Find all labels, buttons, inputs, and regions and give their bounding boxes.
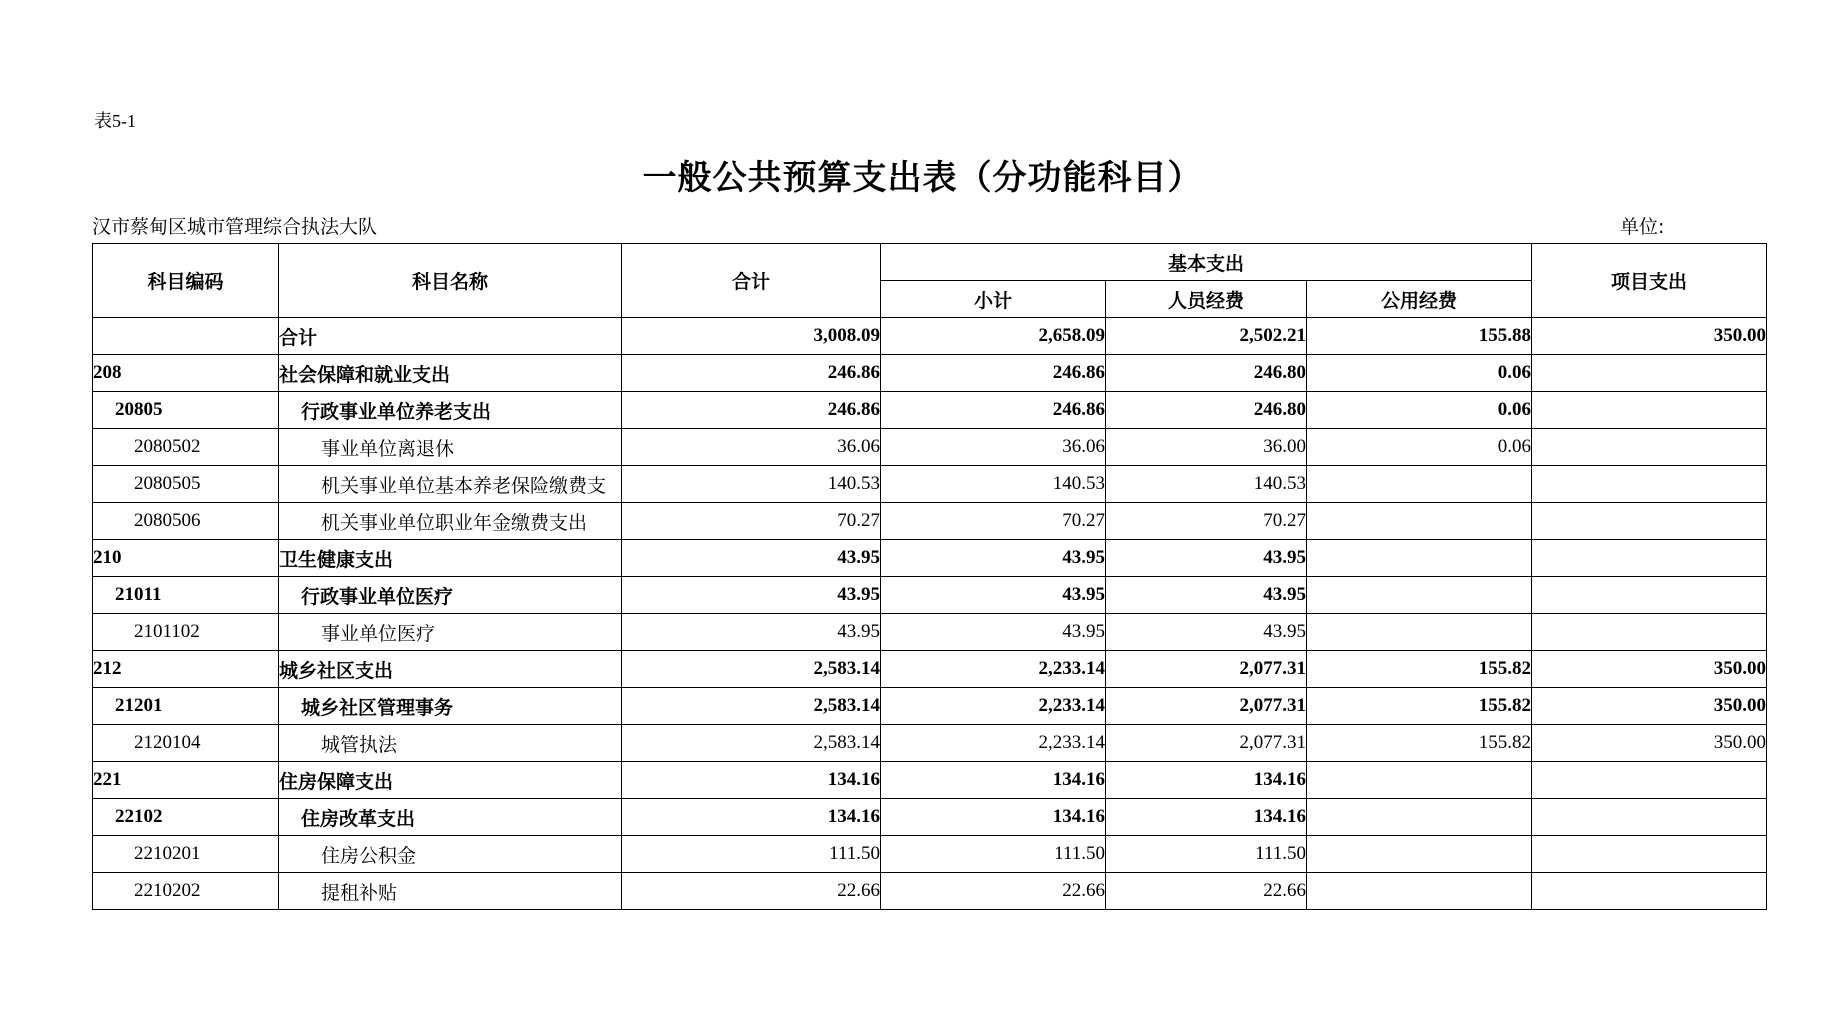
cell-public: 0.06 [1307, 355, 1532, 392]
organization-name: 汉市蔡甸区城市管理综合执法大队 [92, 216, 378, 238]
cell-subtotal: 2,233.14 [881, 725, 1106, 762]
budget-table [92, 243, 1767, 910]
cell-total: 43.95 [622, 540, 881, 577]
cell-name: 合计 [279, 318, 622, 355]
cell-project [1532, 392, 1767, 429]
cell-project [1532, 355, 1767, 392]
cell-code: 212 [93, 651, 279, 688]
cell-total: 43.95 [622, 614, 881, 651]
table-row [93, 651, 1767, 688]
cell-personnel: 43.95 [1106, 614, 1307, 651]
cell-personnel: 2,077.31 [1106, 651, 1307, 688]
cell-subtotal: 2,233.14 [881, 688, 1106, 725]
cell-name: 行政事业单位养老支出 [279, 392, 622, 429]
cell-public: 155.88 [1307, 318, 1532, 355]
cell-personnel: 2,077.31 [1106, 688, 1307, 725]
unit-label: 单位: [1620, 216, 1665, 238]
cell-subtotal: 2,658.09 [881, 318, 1106, 355]
cell-name: 住房保障支出 [279, 762, 622, 799]
cell-code: 2210202 [93, 873, 279, 910]
cell-total: 246.86 [622, 355, 881, 392]
cell-public: 155.82 [1307, 651, 1532, 688]
cell-code: 2080502 [93, 429, 279, 466]
cell-project: 350.00 [1532, 688, 1767, 725]
cell-personnel: 134.16 [1106, 762, 1307, 799]
cell-subtotal: 140.53 [881, 466, 1106, 503]
table-row [93, 466, 1767, 503]
table-row [93, 762, 1767, 799]
cell-project [1532, 762, 1767, 799]
cell-subtotal: 134.16 [881, 799, 1106, 836]
cell-code: 2101102 [93, 614, 279, 651]
cell-code: 2120104 [93, 725, 279, 762]
cell-personnel: 2,077.31 [1106, 725, 1307, 762]
cell-personnel: 111.50 [1106, 836, 1307, 873]
table-row [93, 836, 1767, 873]
cell-code [93, 318, 279, 355]
table-row [93, 688, 1767, 725]
table-row [93, 614, 1767, 651]
cell-public [1307, 466, 1532, 503]
cell-public: 155.82 [1307, 688, 1532, 725]
cell-personnel: 134.16 [1106, 799, 1307, 836]
cell-personnel: 140.53 [1106, 466, 1307, 503]
cell-subtotal: 246.86 [881, 355, 1106, 392]
cell-project [1532, 836, 1767, 873]
header-subtotal: 小计 [881, 281, 1106, 318]
cell-subtotal: 2,233.14 [881, 651, 1106, 688]
cell-total: 22.66 [622, 873, 881, 910]
cell-project [1532, 429, 1767, 466]
table-row [93, 799, 1767, 836]
cell-total: 2,583.14 [622, 688, 881, 725]
cell-code: 2210201 [93, 836, 279, 873]
cell-project: 350.00 [1532, 725, 1767, 762]
cell-code: 21201 [93, 688, 279, 725]
cell-name: 社会保障和就业支出 [279, 355, 622, 392]
cell-total: 140.53 [622, 466, 881, 503]
cell-name: 住房改革支出 [279, 799, 622, 836]
cell-subtotal: 43.95 [881, 577, 1106, 614]
table-row [93, 355, 1767, 392]
table-row [93, 577, 1767, 614]
cell-name: 行政事业单位医疗 [279, 577, 622, 614]
cell-code: 21011 [93, 577, 279, 614]
cell-public [1307, 836, 1532, 873]
cell-subtotal: 36.06 [881, 429, 1106, 466]
cell-public [1307, 799, 1532, 836]
cell-total: 43.95 [622, 577, 881, 614]
cell-subtotal: 43.95 [881, 614, 1106, 651]
cell-public [1307, 614, 1532, 651]
cell-code: 20805 [93, 392, 279, 429]
table-row [93, 392, 1767, 429]
cell-public: 0.06 [1307, 429, 1532, 466]
cell-name: 机关事业单位基本养老保险缴费支 [279, 466, 622, 503]
cell-name: 住房公积金 [279, 836, 622, 873]
cell-public: 155.82 [1307, 725, 1532, 762]
cell-project [1532, 799, 1767, 836]
cell-name: 城乡社区支出 [279, 651, 622, 688]
cell-public [1307, 503, 1532, 540]
cell-subtotal: 70.27 [881, 503, 1106, 540]
cell-personnel: 43.95 [1106, 540, 1307, 577]
table-row [93, 873, 1767, 910]
header-name: 科目名称 [279, 244, 622, 318]
cell-project [1532, 540, 1767, 577]
cell-project [1532, 503, 1767, 540]
cell-public: 0.06 [1307, 392, 1532, 429]
cell-public [1307, 873, 1532, 910]
cell-total: 134.16 [622, 762, 881, 799]
cell-total: 2,583.14 [622, 725, 881, 762]
cell-personnel: 246.80 [1106, 392, 1307, 429]
cell-personnel: 36.00 [1106, 429, 1307, 466]
cell-personnel: 70.27 [1106, 503, 1307, 540]
cell-total: 2,583.14 [622, 651, 881, 688]
cell-code: 22102 [93, 799, 279, 836]
header-project: 项目支出 [1532, 244, 1767, 318]
cell-subtotal: 43.95 [881, 540, 1106, 577]
cell-personnel: 43.95 [1106, 577, 1307, 614]
cell-subtotal: 246.86 [881, 392, 1106, 429]
cell-project: 350.00 [1532, 318, 1767, 355]
cell-name: 机关事业单位职业年金缴费支出 [279, 503, 622, 540]
header-total: 合计 [622, 244, 881, 318]
cell-public [1307, 577, 1532, 614]
cell-code: 221 [93, 762, 279, 799]
cell-code: 2080506 [93, 503, 279, 540]
cell-project [1532, 466, 1767, 503]
table-row [93, 503, 1767, 540]
cell-code: 208 [93, 355, 279, 392]
cell-subtotal: 22.66 [881, 873, 1106, 910]
table-row [93, 540, 1767, 577]
cell-personnel: 22.66 [1106, 873, 1307, 910]
table-row [93, 318, 1767, 355]
page-title: 一般公共预算支出表（分功能科目） [642, 158, 1203, 198]
table-number: 表5-1 [94, 111, 136, 131]
cell-public [1307, 540, 1532, 577]
cell-project [1532, 614, 1767, 651]
cell-public [1307, 762, 1532, 799]
table-row [93, 429, 1767, 466]
cell-subtotal: 111.50 [881, 836, 1106, 873]
cell-subtotal: 134.16 [881, 762, 1106, 799]
header-code: 科目编码 [93, 244, 279, 318]
cell-name: 城乡社区管理事务 [279, 688, 622, 725]
cell-name: 城管执法 [279, 725, 622, 762]
cell-total: 36.06 [622, 429, 881, 466]
header-basic: 基本支出 [881, 244, 1532, 281]
table-row [93, 725, 1767, 762]
cell-name: 事业单位医疗 [279, 614, 622, 651]
cell-project [1532, 577, 1767, 614]
cell-total: 111.50 [622, 836, 881, 873]
cell-personnel: 246.80 [1106, 355, 1307, 392]
cell-total: 3,008.09 [622, 318, 881, 355]
cell-code: 2080505 [93, 466, 279, 503]
cell-code: 210 [93, 540, 279, 577]
header-personnel: 人员经费 [1106, 281, 1307, 318]
cell-total: 246.86 [622, 392, 881, 429]
cell-total: 134.16 [622, 799, 881, 836]
cell-name: 卫生健康支出 [279, 540, 622, 577]
cell-project [1532, 873, 1767, 910]
cell-name: 事业单位离退休 [279, 429, 622, 466]
cell-personnel: 2,502.21 [1106, 318, 1307, 355]
cell-project: 350.00 [1532, 651, 1767, 688]
cell-name: 提租补贴 [279, 873, 622, 910]
cell-total: 70.27 [622, 503, 881, 540]
header-public: 公用经费 [1307, 281, 1532, 318]
